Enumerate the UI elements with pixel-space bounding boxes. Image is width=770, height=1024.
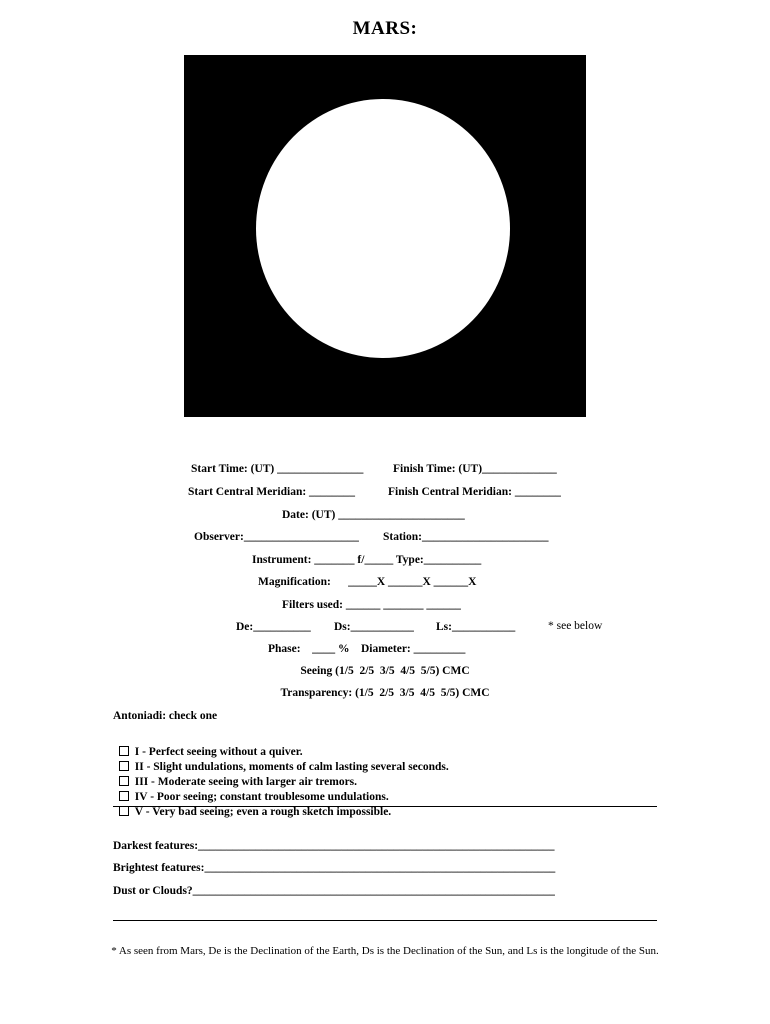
station-field[interactable]: Station:______________________ — [383, 531, 549, 543]
section-divider — [113, 806, 657, 807]
filters-field[interactable]: Filters used: ______ _______ ______ — [282, 599, 461, 611]
instrument-field[interactable]: Instrument: _______ f/_____ Type:__________ — [252, 554, 482, 566]
ls-field[interactable]: Ls:___________ — [436, 621, 516, 633]
antoniadi-option-label: IV - Poor seeing; constant troublesome undulations. — [134, 791, 389, 803]
date-field[interactable]: Date: (UT) ______________________ — [282, 509, 465, 521]
antoniadi-option-label: I - Perfect seeing without a quiver. — [134, 746, 303, 758]
phase-diameter-field[interactable]: Phase: ____ % Diameter: _________ — [268, 643, 466, 655]
antoniadi-option-label: II - Slight undulations, moments of calm lasting several seconds. — [134, 761, 449, 773]
de-field[interactable]: De:__________ — [236, 621, 311, 633]
finish-central-meridian-field[interactable]: Finish Central Meridian: ________ — [388, 486, 561, 498]
footnote: * As seen from Mars, De is the Declination of the Earth, Ds is the Declination of the Sun, and Ls is the longitude of the Sun. — [111, 945, 659, 957]
seeing-field[interactable]: Seeing (1/5 2/5 3/5 4/5 5/5) CMC — [300, 665, 470, 677]
sketch-area[interactable] — [184, 55, 586, 417]
section-divider — [113, 920, 657, 921]
antoniadi-option-label: V - Very bad seeing; even a rough sketch impossible. — [134, 806, 392, 818]
magnification-field[interactable]: Magnification: _____X ______X ______X — [258, 576, 477, 588]
see-below-note: * see below — [548, 620, 603, 632]
checkbox[interactable] — [119, 806, 129, 816]
observer-field[interactable]: Observer:____________________ — [194, 531, 359, 543]
antoniadi-option-5[interactable] — [113, 791, 391, 819]
ds-field[interactable]: Ds:___________ — [334, 621, 414, 633]
antoniadi-heading: Antoniadi: check one — [113, 710, 218, 722]
finish-time-field[interactable]: Finish Time: (UT)_____________ — [393, 463, 557, 475]
darkest-features-field[interactable]: Darkest features:______________________________________________________________ — [113, 840, 555, 852]
start-central-meridian-field[interactable]: Start Central Meridian: ________ — [188, 486, 356, 498]
planet-disc-template — [256, 99, 510, 358]
dust-clouds-field[interactable]: Dust or Clouds?_______________________________________________________________ — [113, 885, 555, 897]
brightest-features-field[interactable]: Brightest features:_____________________________________________________________ — [113, 862, 556, 874]
page-title: MARS: — [352, 18, 418, 39]
transparency-field[interactable]: Transparency: (1/5 2/5 3/5 4/5 5/5) CMC — [280, 687, 490, 699]
antoniadi-option-label: III - Moderate seeing with larger air tremors. — [134, 776, 358, 788]
start-time-field[interactable]: Start Time: (UT) _______________ — [191, 463, 364, 475]
